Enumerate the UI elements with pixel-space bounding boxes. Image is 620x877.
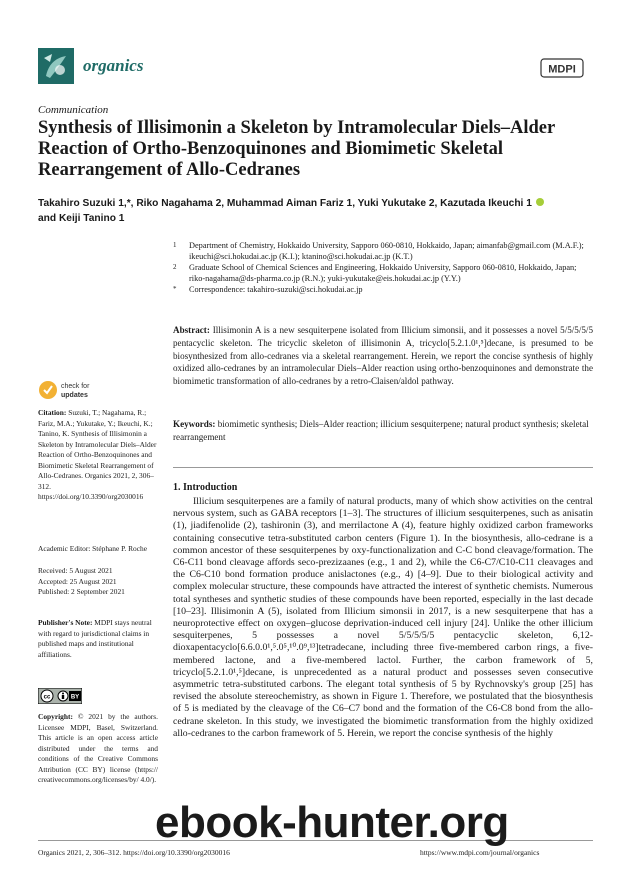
published-date: Published: 2 September 2021	[38, 587, 125, 596]
article-type: Communication	[38, 104, 109, 116]
check-updates-line-2: updates	[61, 392, 88, 399]
affiliation-item	[173, 262, 593, 284]
divider	[173, 467, 593, 468]
check-for-updates-badge[interactable]	[38, 378, 98, 402]
keywords-text: biomimetic synthesis; Diels–Alder reaction; illicium sesquiterpene; natural product synthesis; skeletal rearrangement	[173, 419, 589, 442]
article-title: Synthesis of Illisimonin a Skeleton by Intramolecular Diels–Alder Reaction of Ortho-Benzoquinones and Biomimetic Skeletal Rearrangement of Allo-Cedranes	[38, 118, 555, 180]
publisher-name: MDPI	[548, 63, 576, 76]
cc-label: cc	[43, 694, 51, 701]
affiliation-mark: 2	[173, 263, 177, 271]
citation-label: Citation:	[38, 408, 67, 417]
affiliation-item	[173, 240, 593, 262]
keywords-label: Keywords:	[173, 419, 216, 429]
publisher-note	[38, 618, 158, 660]
authors-line-2: and Keiji Tanino 1	[38, 213, 125, 224]
journal-link[interactable]: https://www.mdpi.com/journal/organics	[420, 848, 540, 857]
copyright-notice	[38, 712, 158, 786]
cc-by-label: BY	[70, 694, 80, 701]
citation	[38, 408, 158, 503]
author-list	[38, 196, 598, 226]
keywords	[173, 418, 593, 444]
citation-text: Suzuki, T.; Nagahama, R.; Fariz, M.A.; Yukutake, Y.; Ikeuchi, K.; Tanino, K. Synthesis of Illisimonin a Skeleton by Intramolecular Diels–Alder Reaction of Ortho-Benzoquinones and Biomimetic Skeletal Rearrangement of Allo-Cedranes. Organics 2021, 2, 306–312. https://doi.org/10.3390/org2030016	[38, 408, 157, 501]
cc-by-license-icon[interactable]	[38, 688, 82, 704]
received-date: Received: 5 August 2021	[38, 566, 113, 575]
affiliation-item	[173, 284, 593, 295]
mdpi-logo-icon	[540, 58, 584, 78]
publisher-note-label: Publisher's Note:	[38, 618, 93, 627]
authors-line-1: Takahiro Suzuki 1,*, Riko Nagahama 2, Muhammad Aiman Fariz 1, Yuki Yukutake 2, Kazutada Ikeuchi 1	[38, 198, 532, 209]
affiliation-mark: *	[173, 285, 177, 293]
publication-dates	[38, 566, 158, 598]
abstract-text: Illisimonin A is a new sesquiterpene isolated from Illicium simonsii, and it possesses a novel 5/5/5/5/5 pentacyclic skeleton. The tricyclic skeleton of illisimonin A, tricyclo[5.2.1.0¹,⁵]decane, is presumed to be biosynthesized from allo-cedranes via a skeletal rearrangement. Herein, we report the concise synthesis of highly oxidized allo-cedranes by an intramolecular Diels–Alder reaction using ortho-benzoquinones and demonstrate the biomimetic transformation of allo-cedranes by a retro-Claisen/aldol pathway.	[173, 325, 593, 387]
watermark: ebook-hunter.org	[155, 798, 509, 847]
academic-editor: Academic Editor: Stéphane P. Roche	[38, 544, 147, 553]
affiliation-text: Correspondence: takahiro-suzuki@sci.hokudai.ac.jp	[189, 285, 363, 294]
journal-name: organics	[83, 56, 144, 75]
section-heading: 1. Introduction	[173, 482, 238, 493]
affiliation-text: Graduate School of Chemical Sciences and Engineering, Hokkaido University, Sapporo 060-0810, Hokkaido, Japan; riko-nagahama@ds-pharma.co.jp (R.N.); yuki-yukutake@eis.hokudai.ac.jp (Y.Y.)	[189, 263, 577, 283]
affiliation-mark: 1	[173, 241, 177, 249]
copyright-label: Copyright:	[38, 712, 73, 721]
orcid-icon[interactable]	[536, 198, 544, 206]
affiliation-text: Department of Chemistry, Hokkaido University, Sapporo 060-0810, Hokkaido, Japan; aimanfab@gmail.com (M.A.F.); ikeuchi@sci.hokudai.ac.jp (K.I.); ktanino@sci.hokudai.ac.jp (K.T.)	[189, 241, 584, 261]
abstract	[173, 324, 593, 388]
abstract-label: Abstract:	[173, 325, 210, 335]
journal-logo-icon	[38, 48, 74, 84]
copyright-text: © 2021 by the authors. Licensee MDPI, Basel, Switzerland. This article is an open access article distributed under the terms and conditions of the Creative Commons Attribution (CC BY) license (https:// creativecommons.org/licenses/by/ 4.0/).	[38, 712, 158, 784]
introduction-body: Illicium sesquiterpenes are a family of natural products, many of which show activities on the central nervous system, such as GABA receptors [1–3]. The structures of illicium sesquiterpenes, such as anisatin (1), jiadifenolide (2), tashironin (3), and merrilactone A (4), feature highly oxidized carbon frameworks containing consecutive tetra-substituted carbon centers (Figure 1). In the biosynthesis, allo-cedrane is a common ancestor of these sesquiterpenes by oxy-functionalization and C-C bond cleavage/formation. The C6-C11 bond cleavage affords seco-prezizaanes (e.g., 1 and 2), while the C6-C7/C10-C11 cleavages and the C6-C10 bond formation produce anislactones (e.g., 4) [4–9]. Due to their biological activity and complex molecular structure, these compounds have attracted the interest of synthetic chemists. Numerous total syntheses and synthetic studies of these compounds have been reported, especially in the last decade [10–23]. Illisimonin A (5), isolated from Illicium simonsii in 2017, is a new sesquiterpene that has a neuroprotective effect on oxygen–glucose deprivation-induced cell injury [24]. Unlike the other illicium sesquiterpenes, 5 possesses a novel 5/5/5/5/5 pentacyclic skeleton, 6,12-dioxapentacyclo[6.6.0.0¹,⁵.0⁵,¹⁰.0⁹,¹³]tetradecane, including three five-membered carbon rings, a five-membered lactone, and a five-membered lactol. Further, the carbon framework of 5, tricyclo[5.2.1.0¹,⁵]decane, is unprecedented as a natural product and possesses seven consecutive asymmetric tetra-substituted carbons. The elegant total synthesis of 5 by Rychnovsky's group [25] has revised the absolute stereochemistry, as shown in Figure 1. Therefore, we postulated that the biosynthesis of 5 is mediated by the cleavage of the C6–C7 bond and the formation of the C6-C8 bond from the allo-cedrane skeleton. In this study, we investigated the biomimetic transformation from the highly oxidized allo-cedranes to the carbon framework of 5. Herein, we report the concise synthesis of the highly	[173, 496, 593, 739]
publisher-note-text: MDPI stays neutral with regard to jurisdictional claims in published maps and institutional affiliations.	[38, 618, 152, 659]
check-updates-line-1: check for	[61, 383, 90, 390]
footer-reference: Organics 2021, 2, 306–312. https://doi.org/10.3390/org2030016	[38, 848, 230, 857]
accepted-date: Accepted: 25 August 2021	[38, 576, 117, 586]
affiliations	[173, 240, 593, 295]
